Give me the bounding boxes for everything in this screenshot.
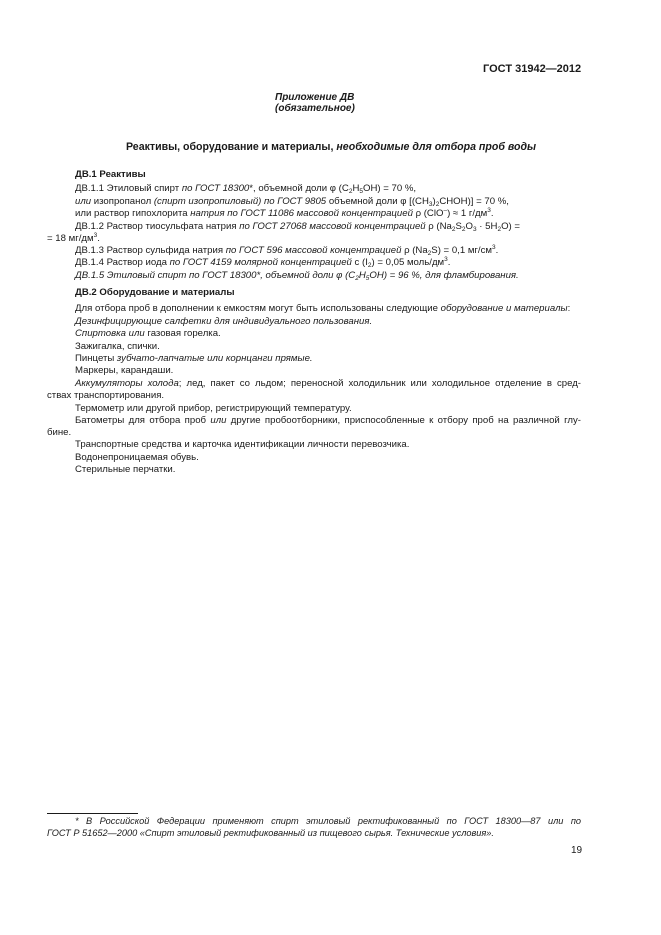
- page-number: 19: [571, 845, 583, 856]
- item-1-1: ДВ.1.1 Этиловый спирт по ГОСТ 18300*, объемной доли φ $(C_2H_5OH) = 70$ %,: [75, 183, 417, 195]
- appendix-title: Приложение ДВ: [275, 92, 355, 103]
- section-1-title: ДВ.1 Реактивы: [75, 169, 146, 180]
- equipment-footwear: Водонепроницаемая обувь.: [75, 452, 199, 463]
- item-1-5: ДВ.1.5 Этиловый спирт по ГОСТ 18300*, объемной доли φ $(C_2H_5OH) = 96$ %, для фламбирования.: [75, 270, 519, 282]
- footnote-line-1: * В Российской Федерации применяют спирт этиловый ректификованный по ГОСТ 18300—87 или по: [75, 816, 581, 826]
- equipment-tweezers: Пинцеты зубчато-лапчатые или корнцанги прямые.: [75, 353, 313, 364]
- equipment-markers: Маркеры, карандаши.: [75, 365, 174, 376]
- equipment-bathometers-continued: бине.: [47, 427, 72, 438]
- appendix-subtitle: (обязательное): [275, 103, 355, 114]
- equipment-lighter: Зажигалка, спички.: [75, 341, 160, 352]
- equipment-cold-packs: Аккумуляторы холода; лед, пакет со льдом; переносной холодильник или холодильное отделение в сред-: [75, 378, 582, 389]
- section-2-title: ДВ.2 Оборудование и материалы: [75, 287, 235, 298]
- footnote-separator: [47, 813, 138, 814]
- item-1-2-continued: = 18 $мг/дм^3$.: [47, 232, 100, 244]
- appendix-heading: [126, 141, 536, 153]
- equipment-transport: Транспортные средства и карточка идентификации личности перевозчика.: [75, 439, 410, 450]
- item-1-2: ДВ.1.2 Раствор тиосульфата натрия по ГОСТ 27068 массовой концентрацией ρ $(Na_2S_2O_3 \cdot 5H_2O)$ =: [75, 221, 520, 233]
- equipment-burner: Спиртовка или газовая горелка.: [75, 328, 221, 339]
- equipment-wipes: Дезинфицирующие салфетки для индивидуального пользования.: [75, 316, 373, 327]
- equipment-gloves: Стерильные перчатки.: [75, 464, 176, 475]
- equipment-intro: Для отбора проб в дополнении к емкостям могут быть использованы следующие оборудование и материалы:: [75, 303, 571, 314]
- item-1-1-alt-isopropanol: или изопропанол (спирт изопропиловый) по ГОСТ 9805 объемной доли φ $[(CH_3)_2CHOH)] = 70$ %,: [75, 196, 509, 208]
- document-code: ГОСТ 31942—2012: [483, 63, 582, 75]
- item-1-4: ДВ.1.4 Раствор иода по ГОСТ 4159 молярной концентрацией c $(I_2) = 0,05$ моль/$дм^3$.: [75, 256, 451, 269]
- item-1-1-alt-hypochlorite: или раствор гипохлорита натрия по ГОСТ 11086 массовой концентрацией ρ (ClO–) ≈ 1 $г/дм^3$.: [75, 207, 494, 219]
- equipment-thermometer: Термометр или другой прибор, регистрирующий температуру.: [75, 403, 352, 414]
- equipment-bathometers: Батометры для отбора проб или другие пробоотборники, приспособленные к отбору проб на различной глу-: [75, 415, 581, 426]
- footnote-line-2: ГОСТ Р 51652—2000 «Спирт этиловый ректификованный из пищевого сырья. Технические условия».: [47, 828, 494, 838]
- heading-italic: необходимые для отбора проб воды: [336, 141, 537, 153]
- heading-normal: Реактивы, оборудование и материалы,: [126, 141, 337, 153]
- equipment-cold-packs-continued: ствах транспортирования.: [47, 390, 165, 401]
- item-1-3: ДВ.1.3 Раствор сульфида натрия по ГОСТ 596 массовой концентрацией ρ $(Na_2S) = 0,1$ $мг/см^3$.: [75, 244, 499, 257]
